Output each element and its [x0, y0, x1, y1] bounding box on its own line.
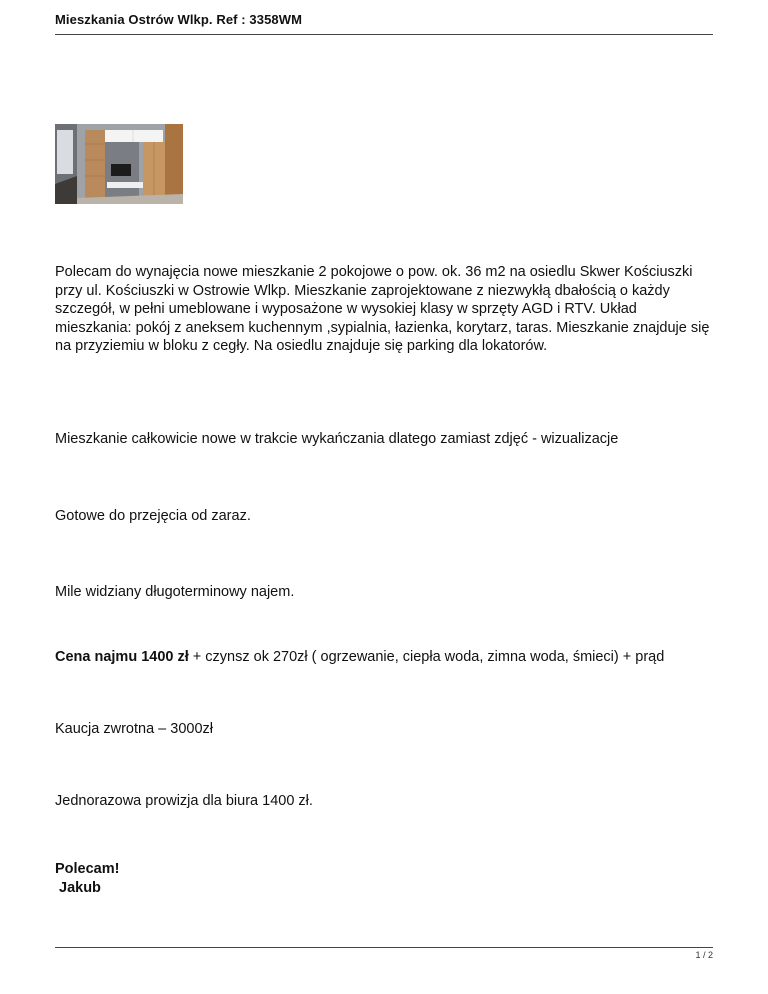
price-label: Cena najmu 1400 zł: [55, 649, 189, 665]
footer-divider: [55, 947, 713, 948]
header-divider: [55, 34, 713, 35]
longterm-text: Mile widziany długoterminowy najem.: [55, 584, 295, 600]
deposit-text: Kaucja zwrotna – 3000zł: [55, 721, 213, 737]
signature-name: Jakub: [59, 879, 101, 896]
price-line: [55, 648, 715, 667]
description-paragraph: Polecam do wynajęcia nowe mieszkanie 2 pokojowe o pow. ok. 36 m2 na osiedlu Skwer Kościuszki przy ul. Kościuszki w Ostrowie Wlkp. Mieszkanie zaprojektowane z niezwykłą dbałością o każdy szczegół, w pełni umeblowane i wyposażone w wysokiej klasy w sprzęty AGD i RTV. Układ mieszkania: pokój z aneksem kuchennym ,sypialnia, łazienka, korytarz, taras. Mieszkanie znajduje się na przyziemiu w bloku z cegły. Na osiedlu znajduje się parking dla lokatorów.: [55, 264, 710, 354]
agency-fee-text: Jednorazowa prowizja dla biura 1400 zł.: [55, 793, 313, 809]
visualization-note: Mieszkanie całkowicie nowe w trakcie wykańczania dlatego zamiast zdjęć - wizualizacje: [55, 431, 619, 447]
interior-render-icon: [55, 124, 183, 204]
signature-block: [55, 860, 715, 897]
availability-text: Gotowe do przejęcia od zaraz.: [55, 508, 251, 524]
document-title: Mieszkania Ostrów Wlkp. Ref : 3358WM: [55, 12, 303, 27]
price-details: + czynsz ok 270zł ( ogrzewanie, ciepła woda, zimna woda, śmieci) + prąd: [188, 649, 665, 665]
interior-visualization-image: [55, 124, 183, 204]
page-number: 1 / 2: [695, 950, 713, 960]
signature-greeting: Polecam!: [55, 861, 120, 877]
